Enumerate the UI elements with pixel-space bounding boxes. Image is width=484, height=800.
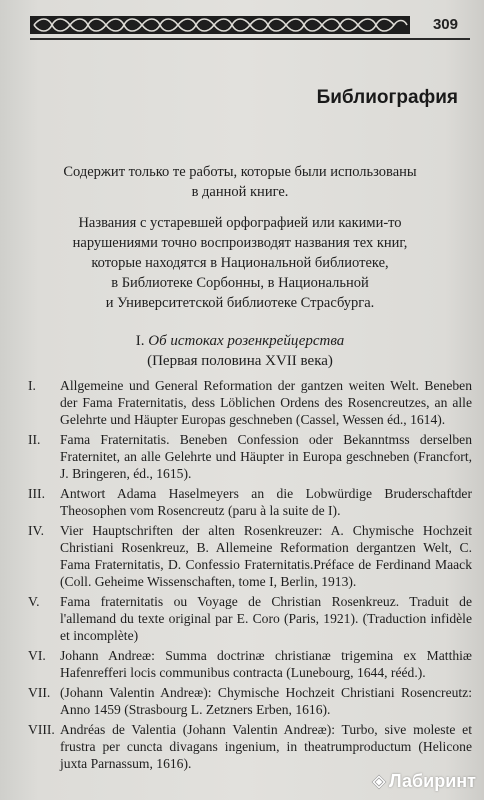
intro-line: Названия с устаревшей орфографией или какими-то <box>78 215 402 231</box>
entry-text: Fama Fraternitatis. Beneben Confession oder Bekanntmss derselben Fraternitet, an alle Gelehrte und Häupter in Europa geschneben (Francfort, J. Bringeren, éd., 1615). <box>60 432 472 481</box>
intro-line: Содержит только те работы, которые были использованы <box>63 164 417 180</box>
intro-paragraph-2 <box>40 213 440 313</box>
labyrinth-logo-icon <box>371 774 387 790</box>
section-title-line <box>40 331 440 351</box>
entry-number: III. <box>28 486 45 501</box>
entry-text: Vier Hauptschriften der alten Rosenkreuzer: A. Chymische Hochzeit Christiani Rosenkreuz, B. Allemeine Reformation dergantzen Welt, C. Fama Fraternitatis, D. Confessio Fraternitatis.Préface de Ferdinand Maack (Coll. Geheime Wissenschaften, tome I, Berlin, 1913). <box>60 523 472 589</box>
bibliography-entry <box>28 431 472 482</box>
page-header <box>30 14 470 38</box>
entry-text: Fama fraternitatis ou Voyage de Christian Rosenkreuz. Traduit de l'allemand du texte original par E. Coro (Paris, 1921). (Traduction infidèle et incomplète) <box>60 594 472 643</box>
bibliography-list <box>28 377 472 772</box>
bibliography-entry <box>28 647 472 681</box>
intro-line: и Университетской библиотеке Страсбурга. <box>105 295 375 311</box>
bibliography-entry <box>28 684 472 718</box>
bibliography-entry <box>28 721 472 772</box>
bibliography-entry <box>28 485 472 519</box>
watermark <box>371 771 476 792</box>
bibliography-entry <box>28 522 472 590</box>
intro-line: в Библиотеке Сорбонны, в Национальной <box>111 275 369 291</box>
intro-paragraph-1 <box>40 162 440 202</box>
entry-text: (Johann Valentin Andreæ): Chymische Hochzeit Christiani Rosencreutz: Anno 1459 (Strasbourg L. Zetzners Erben, 1616). <box>60 685 472 717</box>
bibliography-entry <box>28 593 472 644</box>
entry-number: VIII. <box>28 722 55 737</box>
entry-text: Johann Andreæ: Summa doctrinæ christianæ trigemina ex Matthiæ Hafenrefferi locis communibus contracta (Lunebourg, 1644, rééd.). <box>60 648 472 680</box>
entry-text: Allgemeine und General Reformation der gantzen weiten Welt. Beneben der Fama Fraternitatis, dess Löblichen Ordens des Rosencreutzes, an alle Gelehrte und Häupter Europas geschneben (Cassel, Wessen éd., 1614). <box>60 378 472 427</box>
bibliography-entry <box>28 377 472 428</box>
watermark-text: Лабиринт <box>388 771 476 791</box>
entry-number: VI. <box>28 648 46 663</box>
entry-number: V. <box>28 594 40 609</box>
header-rule <box>30 38 470 40</box>
section-subtitle: (Первая половина XVII века) <box>147 353 333 369</box>
entry-number: IV. <box>28 523 44 538</box>
entry-text: Andréas de Valentia (Johann Valentin Andreæ): Turbo, sive moleste et frustra per cuncta divagans ingenium, in theatrumproductum (Helicone juxta Parnassum, 1616). <box>60 722 472 771</box>
intro-line: в данной книге. <box>191 184 289 200</box>
intro-line: которые находятся в Национальной библиотеке, <box>91 255 389 271</box>
entry-number: II. <box>28 432 41 447</box>
ornament-border-icon <box>30 16 410 34</box>
section-title-italic: Об истоках розенкрейцерства <box>148 333 345 349</box>
page-number: 309 <box>432 16 458 33</box>
entry-number: VII. <box>28 685 51 700</box>
intro-line: нарушениями точно воспроизводят названия тех книг, <box>72 235 408 251</box>
entry-text: Antwort Adama Haselmeyers an die Lobwürdige Bruderschaftder Theosophen vom Rosencreutz (paru à la suite de I). <box>60 486 472 518</box>
chapter-title: Библиография <box>316 87 458 108</box>
entry-number: I. <box>28 378 36 393</box>
section-heading <box>40 331 440 371</box>
section-numeral: I. <box>135 333 145 349</box>
